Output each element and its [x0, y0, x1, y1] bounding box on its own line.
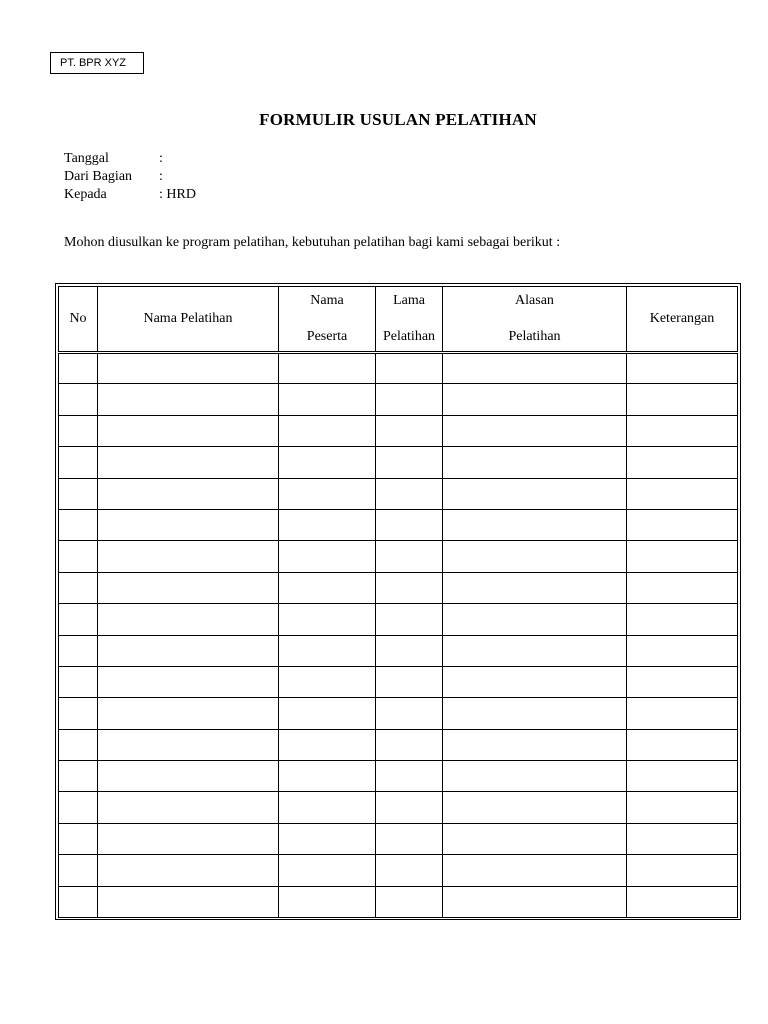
table-row	[59, 729, 738, 760]
table-cell[interactable]	[376, 604, 443, 635]
table-cell[interactable]	[627, 666, 738, 697]
table-cell[interactable]	[443, 384, 627, 415]
table-cell[interactable]	[59, 855, 98, 886]
table-cell[interactable]	[627, 384, 738, 415]
table-cell[interactable]	[376, 572, 443, 603]
table-cell[interactable]	[59, 886, 98, 917]
company-label: PT. BPR XYZ	[50, 52, 144, 74]
table-cell[interactable]	[376, 415, 443, 446]
table-cell[interactable]	[627, 761, 738, 792]
table-cell[interactable]	[443, 353, 627, 384]
table-cell[interactable]	[443, 509, 627, 540]
table-cell[interactable]	[443, 792, 627, 823]
table-cell[interactable]	[98, 384, 279, 415]
table-cell[interactable]	[59, 447, 98, 478]
table-cell[interactable]	[98, 353, 279, 384]
intro-text: Mohon diusulkan ke program pelatihan, kebutuhan pelatihan bagi kami sebagai berikut :	[64, 235, 561, 250]
table-cell[interactable]	[98, 823, 279, 854]
table-cell[interactable]	[627, 572, 738, 603]
table-cell[interactable]	[443, 855, 627, 886]
table-cell[interactable]	[376, 509, 443, 540]
header-keterangan: Keterangan	[627, 287, 738, 353]
table-cell[interactable]	[279, 447, 376, 478]
table-cell[interactable]	[59, 541, 98, 572]
training-table	[58, 286, 738, 918]
table-cell[interactable]	[443, 415, 627, 446]
table-cell[interactable]	[443, 886, 627, 917]
field-kepada	[64, 186, 196, 204]
table-cell[interactable]	[376, 353, 443, 384]
table-cell[interactable]	[627, 698, 738, 729]
table-cell[interactable]	[279, 415, 376, 446]
table-row	[59, 855, 738, 886]
table-cell[interactable]	[627, 353, 738, 384]
table-row	[59, 509, 738, 540]
table-cell[interactable]	[443, 823, 627, 854]
table-cell[interactable]	[279, 698, 376, 729]
table-cell[interactable]	[98, 478, 279, 509]
table-row	[59, 698, 738, 729]
table-cell[interactable]	[443, 604, 627, 635]
table-cell[interactable]	[279, 478, 376, 509]
table-row	[59, 447, 738, 478]
header-no: No	[59, 287, 98, 353]
table-cell[interactable]	[98, 509, 279, 540]
table-cell[interactable]	[59, 604, 98, 635]
header-nama-pelatihan: Nama Pelatihan	[98, 287, 279, 353]
table-cell[interactable]	[279, 729, 376, 760]
table-cell[interactable]	[98, 729, 279, 760]
training-table-frame	[55, 283, 741, 920]
table-cell[interactable]	[376, 729, 443, 760]
table-cell[interactable]	[279, 353, 376, 384]
table-cell[interactable]	[376, 384, 443, 415]
table-cell[interactable]	[279, 541, 376, 572]
table-cell[interactable]	[59, 353, 98, 384]
field-label: Dari Bagian	[64, 169, 133, 184]
table-row	[59, 415, 738, 446]
table-row	[59, 666, 738, 697]
page-title: FORMULIR USULAN PELATIHAN	[259, 110, 537, 129]
table-cell[interactable]	[627, 886, 738, 917]
table-cell[interactable]	[98, 541, 279, 572]
table-row	[59, 604, 738, 635]
header-line: Nama	[310, 293, 344, 308]
table-row	[59, 572, 738, 603]
table-row	[59, 792, 738, 823]
table-cell[interactable]	[376, 635, 443, 666]
table-cell[interactable]	[443, 729, 627, 760]
table-cell[interactable]	[627, 855, 738, 886]
table-cell[interactable]	[98, 415, 279, 446]
table-row	[59, 353, 738, 384]
table-cell[interactable]	[59, 729, 98, 760]
table-row	[59, 478, 738, 509]
table-row	[59, 823, 738, 854]
table-cell[interactable]	[627, 478, 738, 509]
table-cell[interactable]	[279, 384, 376, 415]
table-cell[interactable]	[59, 823, 98, 854]
table-cell[interactable]	[279, 855, 376, 886]
table-cell[interactable]	[98, 855, 279, 886]
table-cell[interactable]	[98, 604, 279, 635]
header-line: Alasan	[515, 293, 554, 308]
table-cell[interactable]	[376, 823, 443, 854]
table-cell[interactable]	[627, 792, 738, 823]
table-cell[interactable]	[627, 447, 738, 478]
table-cell[interactable]	[627, 509, 738, 540]
table-cell[interactable]	[376, 447, 443, 478]
header-line: Lama	[393, 293, 425, 308]
header-nama-peserta	[279, 287, 376, 353]
table-cell[interactable]	[627, 823, 738, 854]
field-tanggal	[64, 150, 196, 168]
table-cell[interactable]	[376, 761, 443, 792]
table-cell[interactable]	[59, 415, 98, 446]
table-cell[interactable]	[627, 635, 738, 666]
table-cell[interactable]	[59, 572, 98, 603]
header-line: Peserta	[306, 329, 348, 344]
table-body	[59, 353, 738, 918]
table-cell[interactable]	[98, 792, 279, 823]
table-cell[interactable]	[376, 792, 443, 823]
table-cell[interactable]	[443, 761, 627, 792]
table-cell[interactable]	[627, 729, 738, 760]
table-row	[59, 761, 738, 792]
table-cell[interactable]	[443, 478, 627, 509]
table-cell[interactable]	[98, 666, 279, 697]
table-row	[59, 384, 738, 415]
table-cell[interactable]	[376, 855, 443, 886]
table-cell[interactable]	[59, 666, 98, 697]
table-cell[interactable]	[627, 604, 738, 635]
table-cell[interactable]	[279, 572, 376, 603]
field-value[interactable]: : HRD	[159, 187, 196, 202]
header-line: Pelatihan	[382, 329, 436, 344]
field-label: Kepada	[64, 187, 107, 202]
table-cell[interactable]	[98, 761, 279, 792]
table-cell[interactable]	[443, 666, 627, 697]
table-header-row	[59, 287, 738, 353]
table-row	[59, 635, 738, 666]
table-row	[59, 541, 738, 572]
form-meta	[64, 150, 196, 204]
table-cell[interactable]	[98, 447, 279, 478]
table-cell[interactable]	[443, 698, 627, 729]
table-cell[interactable]	[443, 447, 627, 478]
table-cell[interactable]	[376, 666, 443, 697]
table-row	[59, 886, 738, 917]
table-cell[interactable]	[98, 635, 279, 666]
table-cell[interactable]	[279, 604, 376, 635]
table-cell[interactable]	[59, 509, 98, 540]
table-cell[interactable]	[98, 886, 279, 917]
field-dari-bagian	[64, 168, 196, 186]
table-cell[interactable]	[443, 635, 627, 666]
table-cell[interactable]	[98, 698, 279, 729]
table-cell[interactable]	[376, 698, 443, 729]
table-cell[interactable]	[59, 792, 98, 823]
table-cell[interactable]	[376, 478, 443, 509]
table-cell[interactable]	[279, 886, 376, 917]
field-value[interactable]: :	[159, 169, 163, 184]
table-cell[interactable]	[443, 572, 627, 603]
table-cell[interactable]	[279, 666, 376, 697]
table-cell[interactable]	[59, 635, 98, 666]
table-cell[interactable]	[59, 478, 98, 509]
table-cell[interactable]	[279, 761, 376, 792]
field-label: Tanggal	[64, 151, 109, 166]
table-cell[interactable]	[627, 415, 738, 446]
table-cell[interactable]	[59, 761, 98, 792]
table-cell[interactable]	[279, 635, 376, 666]
header-lama-pelatihan	[376, 287, 443, 353]
table-cell[interactable]	[279, 792, 376, 823]
table-cell[interactable]	[98, 572, 279, 603]
table-cell[interactable]	[627, 541, 738, 572]
table-cell[interactable]	[376, 886, 443, 917]
table-cell[interactable]	[376, 541, 443, 572]
header-line: Pelatihan	[508, 329, 561, 344]
field-value[interactable]: :	[159, 151, 163, 166]
table-cell[interactable]	[59, 384, 98, 415]
table-cell[interactable]	[443, 541, 627, 572]
table-cell[interactable]	[279, 509, 376, 540]
table-cell[interactable]	[279, 823, 376, 854]
header-alasan-pelatihan	[443, 287, 627, 353]
table-cell[interactable]	[59, 698, 98, 729]
